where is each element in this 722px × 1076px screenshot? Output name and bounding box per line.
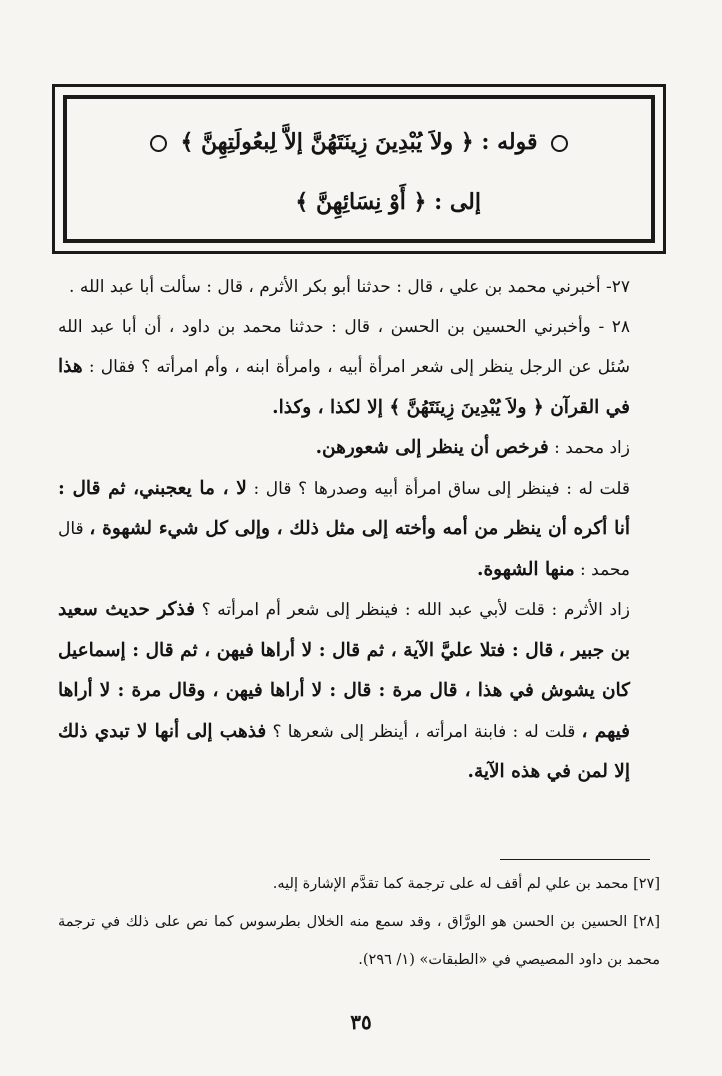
circle-ornament-icon (150, 135, 167, 152)
paragraph-28-text: ٢٨ - وأخبرني الحسين بن الحسن ، قال : حدثنا محمد بن داود ، أن أبا عبد الله سُئل عن الرجل ينظر إلى شعر امرأة أبيه ، وامرأة ابنه ، وأم امرأته ؟ فقال : (58, 316, 631, 377)
paragraph-30-quote-2: منها الشهوة. (477, 558, 575, 580)
header-verse-1: ﴿ ولاَ يُبْدِينَ زِينَتَهُنَّ إلاَّ لِبعُولَتِهِنَّ ﴾ (180, 129, 474, 155)
header-frame (52, 84, 666, 254)
footnotes (58, 865, 660, 979)
paragraph-30-text-2: قال محمد : (58, 519, 630, 580)
main-text (58, 268, 660, 793)
paragraph-28-quote: هذا في القرآن ﴿ ولاَ يُبْدِينَ زِينَتَهُنَّ ﴾ إلا لكذا ، وكذا. (58, 356, 630, 418)
header-prefix-2: إلى : (434, 189, 481, 215)
footnote-27: [٢٧] محمد بن علي لم أقف له على ترجمة كما تقدَّم الإشارة إليه. (272, 876, 660, 892)
page-number: ٣٥ (350, 1010, 372, 1034)
footnote-28: [٢٨] الحسين بن الحسن هو الورَّاق ، وقد سمع منه الخلال بطرسوس كما نص على ذلك في ترجمة محمد بن داود المصيصي في «الطبقات» (١/ ٢٩٦). (58, 914, 660, 968)
paragraph-31-text-2: قلت له : فابنة امرأته ، أينظر إلى شعرها ؟ (272, 721, 576, 742)
paragraph-29-text: زاد محمد : (554, 438, 630, 458)
header-prefix-1: قوله : (481, 129, 538, 155)
header-line-2 (67, 189, 611, 215)
paragraph-31-quote-2: قال : فتلا عليَّ الآية ، ثم قال : لا أراها فيهن ، ثم قال : إسماعيل كان يشوش في هذا ، قال مرة : قال : لا أراها فيهن ، وقال مرة : لا أراها فيهم ، (58, 639, 631, 742)
header-frame-inner (63, 95, 655, 243)
paragraph-28 (58, 308, 660, 429)
header-line-1 (67, 129, 651, 155)
paragraph-31-quote: فذكر حديث سعيد بن جبير ، (58, 599, 630, 661)
paragraph-29-quote: فرخص أن ينظر إلى شعورهن. (315, 437, 549, 458)
circle-ornament-icon (551, 135, 568, 152)
paragraph-31-quote-3: فذهب إلى أنها لا تبدي ذلك إلا لمن في هذه الآية. (58, 720, 630, 782)
paragraph-27: ٢٧- أخبرني محمد بن علي ، قال : حدثنا أبو بكر الأثرم ، قال : سألت أبا عبد الله . (69, 277, 630, 297)
header-verse-2: ﴿ أَوْ نِسَائِهِنَّ ﴾ (295, 189, 427, 215)
paragraph-31-text: زاد الأثرم : قلت لأبي عبد الله : فينظر إلى شعر أم امرأته ؟ (201, 600, 630, 620)
paragraph-31 (58, 590, 660, 793)
paragraph-30-quote: لا ، ما يعجبني، ثم قال : أنا أكره أن ينظر من أمه وأخته إلى مثل ذلك ، وإلى كل شيء لشهوة ، (58, 477, 630, 539)
paragraph-30 (58, 469, 660, 591)
footnote-divider (500, 859, 650, 860)
paragraph-29 (58, 428, 660, 469)
paragraph-30-text: قلت له : فينظر إلى ساق امرأة أبيه وصدرها ؟ قال : (253, 478, 631, 499)
